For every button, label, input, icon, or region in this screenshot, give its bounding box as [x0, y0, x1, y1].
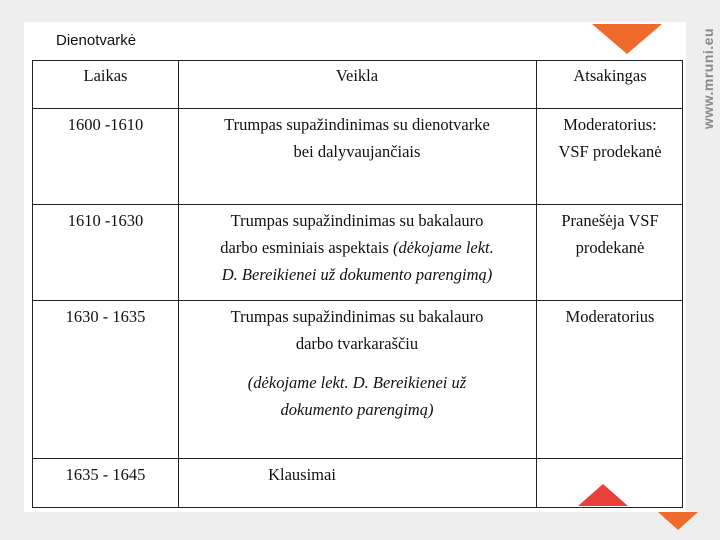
row1-responsible-line1: Moderatorius:	[563, 115, 657, 134]
row2-activity	[178, 207, 536, 288]
table-row-divider-2	[33, 204, 682, 205]
row4-activity	[178, 461, 426, 488]
row2-activity-line2-plain: darbo esminiais aspektais	[220, 238, 393, 257]
row2-time	[33, 207, 178, 234]
row3-time-text: 1630 - 1635	[65, 307, 146, 326]
row2-responsible-line2: prodekanė	[575, 238, 645, 257]
row2-responsible-line1: Pranešėja VSF	[561, 211, 659, 230]
row1-activity-line2: bei dalyvaujančiais	[293, 142, 421, 161]
row3-activity-line2: darbo tvarkaraščiu	[295, 334, 419, 353]
row1-time	[33, 111, 178, 138]
row4-activity-line1: Klausimai	[268, 465, 336, 484]
slide-title: Dienotvarkė	[56, 32, 137, 49]
row2-activity-line2-italic: (dėkojame lekt.	[392, 238, 494, 257]
row2-responsible	[536, 207, 684, 261]
header-responsible-label: Atsakingas	[573, 66, 647, 85]
logo-arrow-bottom-shape	[658, 512, 698, 530]
row3-activity-note-line1: (dėkojame lekt. D. Bereikienei už	[247, 373, 467, 392]
row2-activity-line1: Trumpas supažindinimas su bakalauro	[230, 211, 484, 230]
header-responsible	[536, 61, 684, 89]
row1-time-text: 1600 -1610	[67, 115, 144, 134]
table-row-divider-3	[33, 300, 682, 301]
header-activity-label: Veikla	[335, 66, 379, 85]
row3-responsible	[536, 303, 684, 330]
row3-activity-note-line2: dokumento parengimą)	[280, 400, 434, 419]
row3-responsible-line1: Moderatorius	[565, 307, 655, 326]
row1-responsible-line2: VSF prodekanė	[558, 142, 662, 161]
row2-activity-line3: D. Bereikienei už dokumento parengimą)	[221, 265, 493, 284]
logo-arrow-bottom-icon	[658, 512, 698, 534]
header-activity	[178, 61, 536, 89]
table-row-divider-1	[33, 108, 682, 109]
row4-time	[33, 461, 178, 488]
row3-time	[33, 303, 178, 330]
row3-activity	[178, 303, 536, 423]
row2-activity-line2	[178, 234, 536, 261]
header-time-label: Laikas	[83, 66, 128, 85]
header-time	[33, 61, 178, 89]
website-url[interactable]: www.mruni.eu	[700, 28, 716, 130]
row1-activity-line1: Trumpas supažindinimas su dienotvarke	[224, 115, 490, 134]
row1-responsible	[536, 111, 684, 165]
agenda-table	[32, 60, 683, 508]
logo-arrow-top-icon	[592, 22, 662, 56]
row1-activity	[178, 111, 536, 165]
row2-time-text: 1610 -1630	[67, 211, 144, 230]
row3-activity-line1: Trumpas supažindinimas su bakalauro	[230, 307, 484, 326]
table-row-divider-4	[33, 458, 682, 459]
row4-time-text: 1635 - 1645	[65, 465, 146, 484]
logo-arrow-top-shape	[592, 24, 662, 54]
